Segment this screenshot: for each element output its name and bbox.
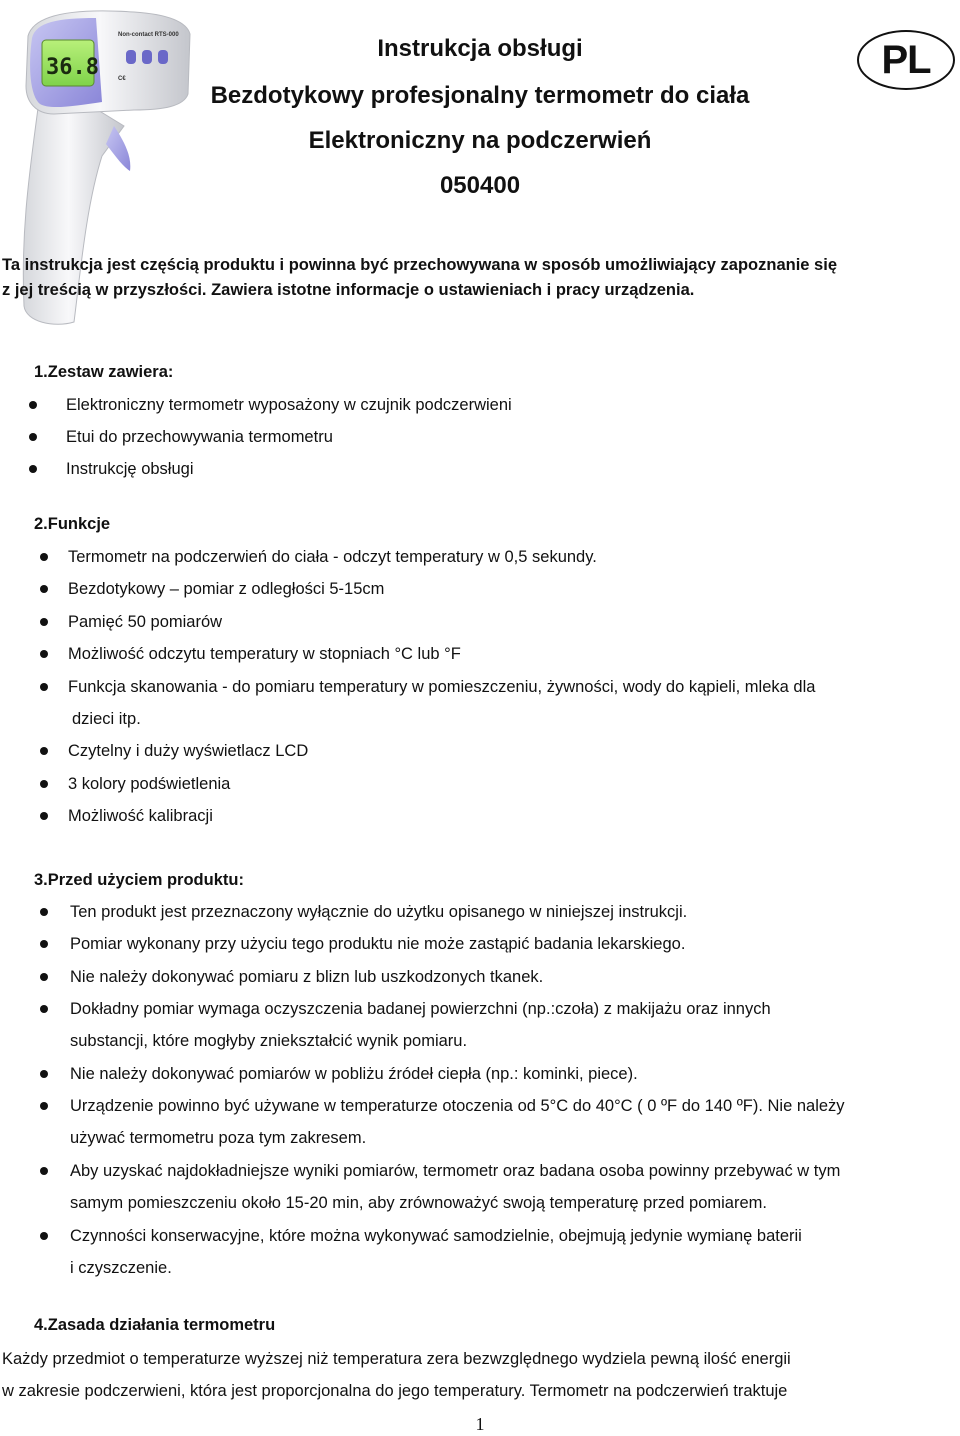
list-item-text: Urządzenie powinno być używane w temperaturze otoczenia od 5°C do 40°C ( 0 ºF do 140 ºF). Nie należy bbox=[70, 1097, 845, 1116]
list-item bbox=[0, 675, 960, 740]
intro-paragraph bbox=[2, 253, 958, 303]
bullet-icon bbox=[40, 1102, 48, 1110]
list-item bbox=[0, 425, 960, 457]
list-item bbox=[0, 1062, 960, 1094]
list-item-text: Instrukcję obsługi bbox=[66, 460, 194, 478]
section-heading: 4.Zasada działania termometru bbox=[34, 1316, 276, 1334]
list-item bbox=[0, 1159, 960, 1224]
bullet-icon bbox=[40, 812, 48, 820]
list-item bbox=[0, 545, 960, 577]
paragraph-line: Każdy przedmiot o temperaturze wyższej niż temperatura zera bezwzględnego wydziela pewną ilość energii bbox=[2, 1350, 791, 1368]
list-item-text: Funkcja skanowania - do pomiaru temperatury w pomieszczeniu, żywności, wody do kąpieli, mleka dla bbox=[68, 677, 816, 696]
list-item-text: Ten produkt jest przeznaczony wyłącznie do użytku opisanego w niniejszej instrukcji. bbox=[70, 903, 688, 921]
bullet-icon bbox=[40, 940, 48, 948]
list-item bbox=[0, 997, 960, 1062]
language-badge: PL bbox=[857, 30, 955, 90]
list-item-text: 3 kolory podświetlenia bbox=[68, 774, 231, 793]
list-item bbox=[0, 965, 960, 997]
section1-list bbox=[0, 393, 960, 489]
list-item bbox=[0, 739, 960, 771]
bullet-icon bbox=[40, 908, 48, 916]
list-item bbox=[0, 457, 960, 489]
bullet-icon bbox=[40, 553, 48, 561]
list-item-text: Czytelny i duży wyświetlacz LCD bbox=[68, 742, 309, 761]
bullet-icon bbox=[40, 1232, 48, 1240]
list-item bbox=[0, 772, 960, 804]
bullet-icon bbox=[40, 1070, 48, 1078]
list-item-text: Możliwość kalibracji bbox=[68, 807, 213, 826]
list-item-text: Etui do przechowywania termometru bbox=[66, 428, 333, 446]
list-item-continuation: i czyszczenie. bbox=[70, 1258, 172, 1277]
bullet-icon bbox=[40, 747, 48, 755]
list-item-text: Pamięć 50 pomiarów bbox=[68, 612, 223, 631]
list-item-text: Dokładny pomiar wymaga oczyszczenia badanej powierzchni (np.:czoła) z makijażu oraz innych bbox=[70, 1000, 771, 1019]
list-item-text: Czynności konserwacyjne, które można wykonywać samodzielnie, obejmują jedynie wymianę baterii bbox=[70, 1226, 802, 1245]
list-item bbox=[0, 393, 960, 425]
list-item bbox=[0, 804, 960, 836]
list-item-continuation: samym pomieszczeniu około 15-20 min, aby zrównoważyć swoją temperaturę przed pomiarem. bbox=[70, 1194, 767, 1213]
list-item bbox=[0, 610, 960, 642]
bullet-icon bbox=[40, 618, 48, 626]
list-item-continuation: dzieci itp. bbox=[72, 709, 141, 728]
list-item-text: Aby uzyskać najdokładniejsze wyniki pomiarów, termometr oraz badana osoba powinny przebywać w tym bbox=[70, 1162, 841, 1181]
title-type: Elektroniczny na podczerwień bbox=[308, 127, 652, 154]
section-heading: 2.Funkcje bbox=[34, 515, 111, 533]
bullet-icon bbox=[40, 780, 48, 788]
intro-line: z jej treścią w przyszłości. Zawiera istotne informacje o ustawieniach i pracy urządzenia. bbox=[2, 281, 695, 299]
section-heading: 1.Zestaw zawiera: bbox=[34, 363, 174, 381]
list-item-continuation: używać termometru poza tym zakresem. bbox=[70, 1129, 367, 1148]
bullet-icon bbox=[40, 650, 48, 658]
list-item bbox=[0, 1224, 960, 1289]
section-heading: 3.Przed użyciem produktu: bbox=[34, 871, 244, 889]
bullet-icon bbox=[40, 683, 48, 691]
title-code: 050400 bbox=[439, 172, 521, 199]
bullet-icon bbox=[29, 401, 37, 409]
list-item bbox=[0, 642, 960, 674]
page-number: 1 bbox=[475, 1414, 485, 1434]
bullet-icon bbox=[29, 433, 37, 441]
body-paragraph bbox=[2, 1343, 952, 1407]
bullet-icon bbox=[29, 465, 37, 473]
list-item-text: Pomiar wykonany przy użyciu tego produktu nie może zastąpić badania lekarskiego. bbox=[70, 935, 686, 954]
paragraph-line: w zakresie podczerwieni, która jest proporcjonalna do jego temperatury. Termometr na podczerwień traktuje bbox=[2, 1382, 788, 1400]
title-product: Bezdotykowy profesjonalny termometr do ciała bbox=[210, 82, 750, 109]
list-item-text: Bezdotykowy – pomiar z odległości 5-15cm bbox=[68, 580, 385, 599]
list-item bbox=[0, 900, 960, 932]
section2-list bbox=[0, 545, 960, 837]
bullet-icon bbox=[40, 973, 48, 981]
bullet-icon bbox=[40, 1005, 48, 1013]
list-item-text: Elektroniczny termometr wyposażony w czujnik podczerwieni bbox=[66, 396, 512, 414]
list-item bbox=[0, 932, 960, 964]
bullet-icon bbox=[40, 585, 48, 593]
list-item-text: Możliwość odczytu temperatury w stopniach °C lub °F bbox=[68, 645, 461, 664]
list-item-continuation: substancji, które mogłyby zniekształcić wynik pomiaru. bbox=[70, 1032, 468, 1051]
list-item-text: Termometr na podczerwień do ciała - odczyt temperatury w 0,5 sekundy. bbox=[68, 548, 597, 566]
list-item-text: Nie należy dokonywać pomiaru z blizn lub uszkodzonych tkanek. bbox=[70, 967, 544, 986]
svg-text:C€: C€ bbox=[118, 76, 126, 82]
device-model-label: Non-contact RTS-000 bbox=[118, 32, 179, 38]
title-instrukcja: Instrukcja obsługi bbox=[377, 35, 583, 62]
list-item bbox=[0, 577, 960, 609]
bullet-icon bbox=[40, 1167, 48, 1175]
section3-list bbox=[0, 900, 960, 1289]
list-item bbox=[0, 1094, 960, 1159]
list-item-text: Nie należy dokonywać pomiarów w pobliżu źródeł ciepła (np.: kominki, piece). bbox=[70, 1064, 638, 1083]
intro-line: Ta instrukcja jest częścią produktu i powinna być przechowywana w sposób umożliwiający zapoznanie się bbox=[2, 256, 837, 274]
lcd-reading: 36.8 bbox=[46, 55, 99, 80]
